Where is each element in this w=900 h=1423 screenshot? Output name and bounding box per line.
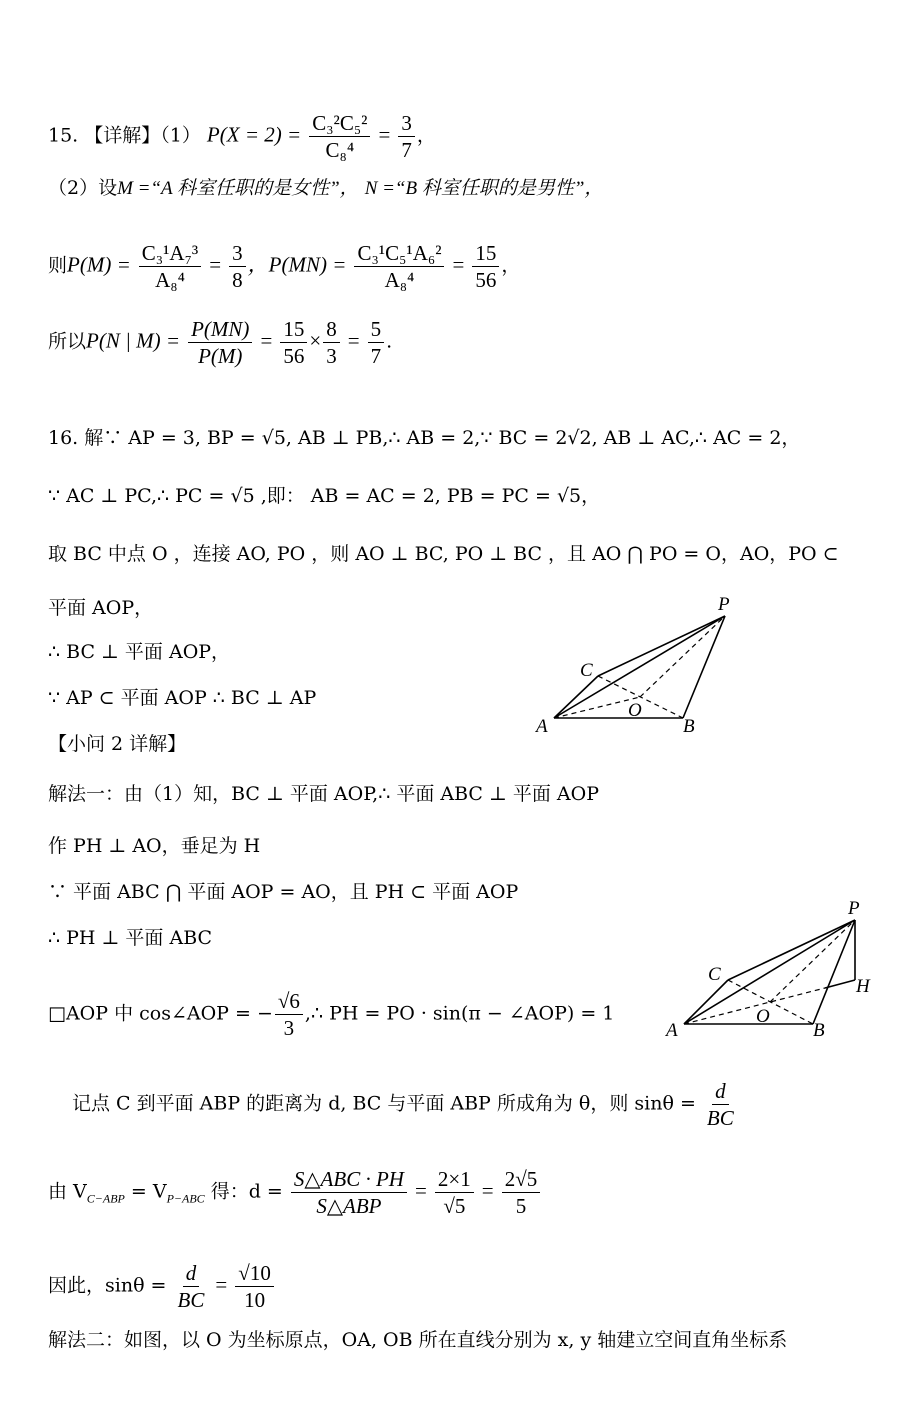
- numerator: 5: [368, 318, 385, 343]
- fraction: [323, 318, 340, 367]
- equals: =: [260, 328, 273, 353]
- denominator: 3: [283, 1016, 295, 1040]
- numerator: S△ABC · PH: [291, 1168, 407, 1193]
- tetrahedron-figure-1: [520, 590, 760, 740]
- fraction: [354, 242, 444, 291]
- p15-line3: [48, 242, 520, 291]
- times: ×: [309, 328, 322, 353]
- segment-po: [640, 616, 725, 697]
- p16-line13: [72, 1080, 739, 1129]
- text: 记点 C 到平面 ABP 的距离为 d, BC 与平面 ABP 所成角为 θ，则 sinθ =: [72, 1092, 696, 1115]
- part-label: （2）设: [48, 177, 118, 199]
- numerator: P(MN): [188, 318, 252, 343]
- equals: =: [209, 252, 222, 277]
- text: ,∴ PH = PO · sin(π − ∠AOP) = 1: [304, 1002, 615, 1025]
- text: = V: [124, 1180, 167, 1203]
- numerator: 2×1: [435, 1168, 474, 1193]
- fraction: [175, 1262, 208, 1311]
- fraction: [704, 1080, 737, 1129]
- denominator: BC: [706, 1106, 734, 1130]
- segment-po: [770, 920, 855, 1002]
- p16-line11: ∴ PH ⊥ 平面 ABC: [48, 927, 213, 949]
- numerator: d: [183, 1262, 200, 1287]
- edge-pb: [813, 920, 855, 1024]
- fraction: [275, 990, 303, 1039]
- formula-lhs: P(M) =: [67, 252, 131, 277]
- p16-line14: 由 $V_{C-ABP} = V_{P-ABC}$ 得：d = $\frac{\text{S△ABC · PH}}{\text{S△ABP}}$ = $\frac{2\times 1}{√5}$ = $\frac{2√5}{5}$: [48, 1168, 542, 1217]
- punct: ，: [416, 124, 436, 147]
- label-c: C: [580, 660, 593, 681]
- edge-ac: [554, 676, 598, 718]
- text: 因此，sinθ =: [48, 1274, 167, 1297]
- part-label: （1）: [160, 124, 201, 147]
- fraction: [472, 242, 499, 291]
- p16-line12: [48, 990, 614, 1039]
- label-p: P: [848, 898, 860, 919]
- tetrahedron-figure-2: [650, 898, 880, 1048]
- p16-line16: 解法二：如图，以 O 为坐标原点，OA, OB 所在直线分别为 x, y 轴建立空间直角坐标系: [48, 1329, 788, 1351]
- p16-line10: ∵ 平面 ABC ⋂ 平面 AOP = AO，且 PH ⊂ 平面 AOP: [48, 881, 519, 903]
- edge-pb: [683, 616, 725, 718]
- p16-line8: 解法一：由（1）知，BC ⊥ 平面 AOP,∴ 平面 ABC ⊥ 平面 AOP: [48, 783, 600, 805]
- event-m: M =“A 科室任职的是女性”，: [117, 178, 359, 199]
- formula-lhs: P(X = 2) =: [206, 122, 302, 147]
- numerator: 3: [398, 112, 415, 137]
- numerator: 8: [323, 318, 340, 343]
- numerator: C₃¹A₇³: [139, 242, 201, 267]
- numerator: 15: [280, 318, 307, 343]
- label-p: P: [718, 594, 730, 615]
- denominator: 7: [370, 344, 382, 368]
- denominator: P(M): [198, 344, 243, 368]
- equals: =: [378, 122, 391, 147]
- fraction: [229, 242, 246, 291]
- text: □AOP 中 cos∠AOP = −: [48, 1002, 273, 1025]
- label-a: A: [666, 1020, 678, 1041]
- p16-line5: ∴ BC ⊥ 平面 AOP，: [48, 641, 231, 663]
- formula-lhs: P(N | M) =: [86, 328, 181, 353]
- subscript: C−ABP: [86, 1191, 125, 1206]
- p16-line9: 作 PH ⊥ AO，垂足为 H: [48, 835, 261, 857]
- subscript: P−ABC: [166, 1191, 205, 1206]
- label-b: B: [683, 716, 695, 737]
- text: 得：d =: [204, 1180, 283, 1203]
- numerator: d: [712, 1080, 729, 1105]
- numerator: √6: [275, 990, 303, 1015]
- numerator: 2√5: [502, 1168, 541, 1193]
- numerator: √10: [235, 1262, 274, 1287]
- numerator: C₃¹C₅¹A₆²: [354, 242, 444, 267]
- p16-line4: 平面 AOP，: [48, 597, 154, 619]
- denominator: A₈⁴: [155, 268, 185, 292]
- numerator: C₃²C₅²: [309, 112, 370, 137]
- p16-line6: ∵ AP ⊂ 平面 AOP ∴ BC ⊥ AP: [48, 687, 317, 709]
- denominator: A₈⁴: [384, 268, 415, 292]
- fraction: [139, 242, 201, 291]
- equals: =: [347, 328, 360, 353]
- denominator: 8: [232, 268, 243, 292]
- punct: .: [386, 330, 393, 353]
- fraction: [188, 318, 252, 367]
- label-c: C: [708, 964, 721, 985]
- fraction: [280, 318, 307, 367]
- p16-line15: 因此，sinθ = $\frac{d}{BC}$ = $\frac{√10}{10}$: [48, 1262, 276, 1311]
- formula-lhs: ，P(MN) =: [247, 252, 347, 277]
- p15-line1: [48, 112, 436, 161]
- fraction: [291, 1168, 407, 1217]
- denominator: 3: [326, 344, 337, 368]
- label-h: H: [856, 976, 870, 997]
- fraction: [368, 318, 385, 367]
- edge-pc: [728, 920, 855, 980]
- denominator: S△ABP: [316, 1194, 382, 1218]
- subquestion-heading: 【小问 2 详解】: [48, 733, 187, 755]
- numerator: 3: [229, 242, 246, 267]
- p15-line2: [48, 176, 603, 201]
- problem-number: 15.: [48, 124, 79, 147]
- equals: =: [452, 252, 465, 277]
- denominator: 56: [283, 344, 305, 368]
- fraction: [235, 1262, 274, 1311]
- fraction: [435, 1168, 474, 1217]
- label-o: O: [756, 1006, 770, 1027]
- denominator: √5: [443, 1194, 466, 1218]
- edge-pc: [598, 616, 725, 676]
- fraction: [502, 1168, 541, 1217]
- text: 所以: [48, 330, 87, 353]
- text: 由 V: [48, 1180, 87, 1203]
- numerator: 15: [472, 242, 499, 267]
- p16-line1: 16. 解∵ AP = 3, BP = √5, AB ⊥ PB,∴ AB = 2,∵ BC = 2√2, AB ⊥ AC,∴ AC = 2，: [48, 427, 801, 449]
- fraction: [398, 112, 415, 161]
- text: 则: [48, 254, 68, 277]
- label-o: O: [628, 700, 642, 721]
- fraction: [309, 112, 370, 161]
- p15-line4: [48, 318, 392, 367]
- label-b: B: [813, 1020, 825, 1041]
- label-a: A: [536, 716, 548, 737]
- detail-tag: 【详解】: [84, 124, 161, 147]
- event-n: N =“B 科室任职的是男性”，: [364, 178, 604, 199]
- denominator: 5: [515, 1194, 527, 1218]
- denominator: 7: [401, 138, 412, 162]
- p16-line3: 取 BC 中点 O ，连接 AO, PO ，则 AO ⊥ BC, PO ⊥ BC ，且 AO ⋂ PO = O，AO，PO ⊂: [48, 543, 839, 565]
- denominator: BC: [177, 1288, 205, 1312]
- p16-line2: ∵ AC ⊥ PC,∴ PC = √5 ,即： AB = AC = 2, PB = PC = √5，: [48, 485, 601, 507]
- denominator: C₈⁴: [325, 138, 355, 162]
- denominator: 56: [475, 268, 497, 292]
- denominator: 10: [244, 1288, 266, 1312]
- punct: ，: [501, 254, 521, 277]
